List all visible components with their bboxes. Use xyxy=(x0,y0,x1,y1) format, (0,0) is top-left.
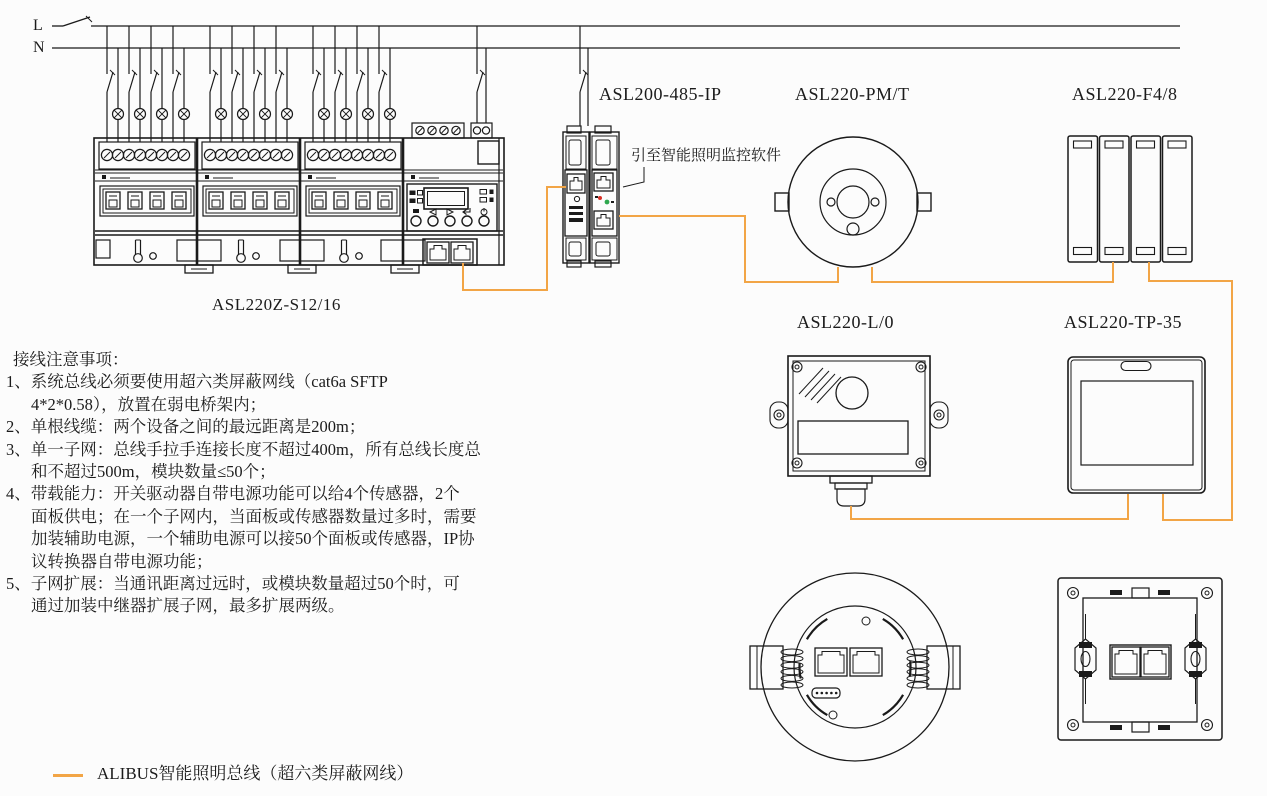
switch-blade xyxy=(580,72,586,92)
supply-terminal-block xyxy=(471,123,492,138)
rect xyxy=(1168,141,1186,148)
rect xyxy=(1105,141,1123,148)
rect xyxy=(1079,642,1092,648)
line xyxy=(284,152,290,158)
rj45-jack-notch xyxy=(597,215,610,227)
terminal-block xyxy=(305,142,401,169)
din-clip xyxy=(177,240,221,261)
line xyxy=(418,128,423,133)
edge-tab xyxy=(1110,725,1122,730)
circle xyxy=(1071,723,1075,727)
circle xyxy=(820,169,886,235)
rocker-slat xyxy=(1068,136,1098,262)
rect xyxy=(381,200,389,207)
line xyxy=(430,128,435,133)
cable-gland xyxy=(837,489,865,506)
touch-screen xyxy=(1081,381,1193,465)
line xyxy=(137,152,143,158)
rect xyxy=(212,200,220,207)
rect xyxy=(418,199,423,204)
line xyxy=(181,152,187,158)
rect xyxy=(569,140,581,165)
rect xyxy=(596,140,610,165)
screw-terminal xyxy=(482,127,489,134)
box-sensor-body xyxy=(788,356,930,476)
rect xyxy=(175,200,183,207)
panel-button xyxy=(462,216,472,226)
rj45-jack-notch xyxy=(454,246,470,261)
rect xyxy=(1071,360,1202,490)
line xyxy=(454,128,459,133)
note-line: 3、单一子网：总线手拉手连接长度不超过400m，所有总线长度总 xyxy=(6,439,481,459)
switch-blade xyxy=(210,72,216,92)
circle xyxy=(1205,723,1209,727)
note-line: 1、系统总线必须要使用超六类屏蔽网线（cat6a SFTP xyxy=(6,372,388,392)
driver-module-label: ASL220Z-S12/16 xyxy=(212,295,341,314)
switch-blade xyxy=(107,72,113,92)
legend-bus-swatch xyxy=(53,774,83,777)
circle xyxy=(794,606,916,728)
red-led xyxy=(598,196,602,200)
mounting-tab xyxy=(927,646,960,689)
circle xyxy=(862,617,870,625)
spring-coil xyxy=(907,675,929,681)
line xyxy=(104,152,110,158)
line xyxy=(332,152,338,158)
screw xyxy=(774,410,784,420)
rect xyxy=(595,196,598,198)
gateway-module xyxy=(563,126,619,267)
reset-button xyxy=(574,196,579,201)
note-line: 4*2*0.58），放置在弱电桥架内； xyxy=(31,394,267,414)
edge-tab xyxy=(1158,590,1170,595)
spring-coil xyxy=(781,682,803,688)
circle xyxy=(827,198,835,206)
spring-coil xyxy=(781,656,803,662)
line xyxy=(159,152,165,158)
line xyxy=(273,152,279,158)
bus-driver-to-gateway xyxy=(463,187,566,290)
mains-lines xyxy=(52,16,1180,48)
side-tab xyxy=(917,193,931,211)
rect xyxy=(835,483,867,489)
line xyxy=(442,128,447,133)
ceiling-sensor-back xyxy=(750,573,960,761)
rect xyxy=(1079,671,1092,677)
switch-blade xyxy=(151,72,157,92)
back-outer-ring xyxy=(761,573,949,761)
thermometer-icon xyxy=(237,254,246,263)
channel-drops xyxy=(107,26,588,142)
screw xyxy=(1068,588,1079,599)
rect xyxy=(278,200,286,207)
screw xyxy=(1202,588,1213,599)
rect xyxy=(411,175,415,179)
rect xyxy=(1189,642,1202,648)
circle xyxy=(1071,591,1075,595)
spring-coil xyxy=(907,656,929,662)
right-arrow-icon xyxy=(447,209,453,215)
line xyxy=(148,152,154,158)
din-clip xyxy=(280,240,324,261)
rect xyxy=(418,191,423,196)
circle xyxy=(835,692,838,695)
rj45-jack-notch xyxy=(597,177,610,189)
rect xyxy=(1137,141,1155,148)
rj45-jack-notch xyxy=(570,178,582,191)
ceiling-sensor-label: ASL220-PM/T xyxy=(795,84,910,104)
notes-title: 接线注意事项： xyxy=(13,350,129,369)
indicator-dot xyxy=(150,253,157,260)
software-callout: 引至智能照明监控软件 xyxy=(631,148,782,164)
panel-button xyxy=(428,216,438,226)
circle xyxy=(1205,591,1209,595)
rect xyxy=(480,198,487,203)
circle xyxy=(830,692,833,695)
rect xyxy=(306,186,400,216)
rect xyxy=(256,200,264,207)
box-sensor-label: ASL220-L/0 xyxy=(797,312,894,332)
circle xyxy=(829,711,837,719)
rect xyxy=(569,242,581,256)
rect xyxy=(131,200,139,207)
rect xyxy=(109,200,117,207)
gateway-left-outline xyxy=(563,132,589,263)
ellipse xyxy=(1191,652,1200,667)
note-line: 通过加装中继器扩展子网，最多扩展两级。 xyxy=(31,596,345,616)
edge-tab xyxy=(1110,590,1122,595)
callout-leader xyxy=(623,167,644,187)
ceiling-sensor-front xyxy=(775,137,931,267)
bus-panel-to-touchpanel xyxy=(1149,262,1232,520)
rj45-jack-notch xyxy=(1144,651,1166,675)
rect xyxy=(1074,248,1092,255)
terminal-block xyxy=(202,142,298,169)
note-line: 4、带载能力：开关驱动器自带电源功能可以给4个传感器，2个 xyxy=(6,484,460,504)
switch-blade xyxy=(173,72,179,92)
rect xyxy=(102,175,106,179)
switch-blade xyxy=(254,72,260,92)
bottom-clip xyxy=(1132,722,1149,732)
bus-sensor-to-panel xyxy=(872,262,1113,282)
switch-blade xyxy=(313,72,319,92)
switch-blade xyxy=(357,72,363,92)
side-ear xyxy=(770,402,788,428)
rj45-jack xyxy=(1141,647,1169,677)
bus-gateway-to-sensor xyxy=(619,216,838,282)
rect xyxy=(410,199,416,204)
touch-panel-frame xyxy=(1068,357,1205,493)
neutral-line-label: N xyxy=(33,39,45,56)
switch-panel xyxy=(1068,136,1192,262)
screw xyxy=(1068,720,1079,731)
rj45-jack-notch xyxy=(818,652,844,674)
touch-panel-back xyxy=(1058,578,1222,740)
circle xyxy=(937,413,941,417)
line xyxy=(218,152,224,158)
gateway-right-outline xyxy=(590,132,619,263)
line xyxy=(229,152,235,158)
rocker-slat xyxy=(1163,136,1193,262)
rect xyxy=(153,200,161,207)
line xyxy=(170,152,176,158)
menu-icon xyxy=(413,209,419,213)
rect xyxy=(337,200,345,207)
line xyxy=(251,152,257,158)
line xyxy=(310,152,316,158)
legend-label: ALIBUS智能照明总线（超六类屏蔽网线） xyxy=(97,764,414,783)
left-arrow-icon xyxy=(430,209,436,215)
screw xyxy=(1202,720,1213,731)
note-line: 和不超过500m，模块数量≤50个； xyxy=(31,462,276,482)
rect xyxy=(490,198,494,203)
screw-terminal xyxy=(473,127,480,134)
edge-tab xyxy=(1158,725,1170,730)
circle xyxy=(777,413,781,417)
rect xyxy=(423,239,477,265)
line xyxy=(343,152,349,158)
line xyxy=(240,152,246,158)
note-line: 2、单根线缆：两个设备之间的最远距离是200m； xyxy=(6,417,366,437)
rj45-jack xyxy=(850,648,882,676)
label-text-mark xyxy=(569,212,583,215)
panel-button xyxy=(479,216,489,226)
rocker-slat xyxy=(1100,136,1130,262)
side-ear xyxy=(930,402,948,428)
ellipse xyxy=(1081,652,1090,667)
rect xyxy=(478,141,499,164)
thermometer-icon xyxy=(340,254,349,263)
green-led xyxy=(605,200,610,205)
gateway-label: ASL200-485-IP xyxy=(599,84,722,104)
rect xyxy=(315,200,323,207)
rect xyxy=(567,261,581,267)
circle xyxy=(816,692,819,695)
spring-coil xyxy=(781,649,803,655)
line xyxy=(321,152,327,158)
rj45-jack-notch xyxy=(430,246,446,261)
circle xyxy=(871,198,879,206)
rect xyxy=(96,240,110,258)
spring-coil xyxy=(907,649,929,655)
line xyxy=(262,152,268,158)
line xyxy=(126,152,132,158)
box-sensor xyxy=(770,356,948,506)
circle xyxy=(821,692,824,695)
tick-arc xyxy=(883,619,903,639)
rect xyxy=(410,191,416,196)
wiring-notes xyxy=(6,349,481,618)
rect xyxy=(100,186,194,216)
switch-blade xyxy=(477,72,483,92)
bus-touchpanel-to-boxsensor xyxy=(851,494,1128,519)
note-line: 5、子网扩展：当通讯距离过远时，或模块数量超过50个时，可 xyxy=(6,574,460,594)
label-text-mark xyxy=(569,206,583,209)
rect xyxy=(203,186,297,216)
rect xyxy=(308,175,312,179)
circle xyxy=(837,186,869,218)
indicator-dot xyxy=(356,253,363,260)
mains-switch-blade xyxy=(63,17,90,26)
rect xyxy=(596,242,610,256)
rect xyxy=(480,190,487,195)
side-tab xyxy=(775,193,789,211)
rocker-slat xyxy=(1131,136,1161,262)
panel-button xyxy=(445,216,455,226)
rect xyxy=(428,192,465,206)
terminal-block xyxy=(99,142,195,169)
rect xyxy=(1137,248,1155,255)
rect xyxy=(1105,248,1123,255)
circle xyxy=(847,223,859,235)
rect xyxy=(565,170,587,236)
note-line: 议转换器自带电源功能； xyxy=(31,551,213,571)
rect xyxy=(595,261,611,267)
mounting-tab xyxy=(750,646,783,689)
label-text-mark xyxy=(569,218,583,222)
line xyxy=(365,152,371,158)
rj45-jack-notch xyxy=(853,652,879,674)
rj45-jack xyxy=(1112,647,1140,677)
switch-blade xyxy=(335,72,341,92)
circle xyxy=(825,692,828,695)
line xyxy=(376,152,382,158)
top-clip xyxy=(1132,588,1149,598)
indicator-dot xyxy=(253,253,260,260)
note-line: 加装辅助电源，一个辅助电源可以接50个面板或传感器，IP协 xyxy=(31,529,475,549)
rect xyxy=(205,175,209,179)
line xyxy=(354,152,360,158)
switch-panel-label: ASL220-F4/8 xyxy=(1072,84,1178,104)
switch-blade xyxy=(129,72,135,92)
rj45-jack-notch xyxy=(1115,651,1137,675)
tick-arc xyxy=(807,619,827,639)
rect xyxy=(490,190,494,195)
note-line: 面板供电；在一个子网内，当面板或传感器数量过多时，需要 xyxy=(31,506,477,526)
leader-line xyxy=(623,167,644,187)
line xyxy=(207,152,213,158)
line xyxy=(387,152,393,158)
speaker-slot xyxy=(1121,362,1151,371)
screw xyxy=(934,410,944,420)
tick-arc xyxy=(883,695,903,715)
thermometer-icon xyxy=(134,254,143,263)
rj45-jack xyxy=(815,648,847,676)
sensor-outer-ring xyxy=(788,137,918,267)
rect xyxy=(611,201,614,203)
rect xyxy=(234,200,242,207)
line xyxy=(115,152,121,158)
rect xyxy=(830,476,872,483)
switch-blade xyxy=(232,72,238,92)
live-line-label: L xyxy=(33,17,43,34)
rect xyxy=(1189,671,1202,677)
driver-controller-section xyxy=(407,123,499,265)
spring-coil xyxy=(907,682,929,688)
switch-blade xyxy=(379,72,385,92)
touch-panel-front xyxy=(1068,357,1205,493)
touch-panel-label: ASL220-TP-35 xyxy=(1064,312,1182,332)
rect xyxy=(359,200,367,207)
panel-button xyxy=(411,216,421,226)
rect xyxy=(1074,141,1092,148)
rect xyxy=(1168,248,1186,255)
switch-blade xyxy=(276,72,282,92)
